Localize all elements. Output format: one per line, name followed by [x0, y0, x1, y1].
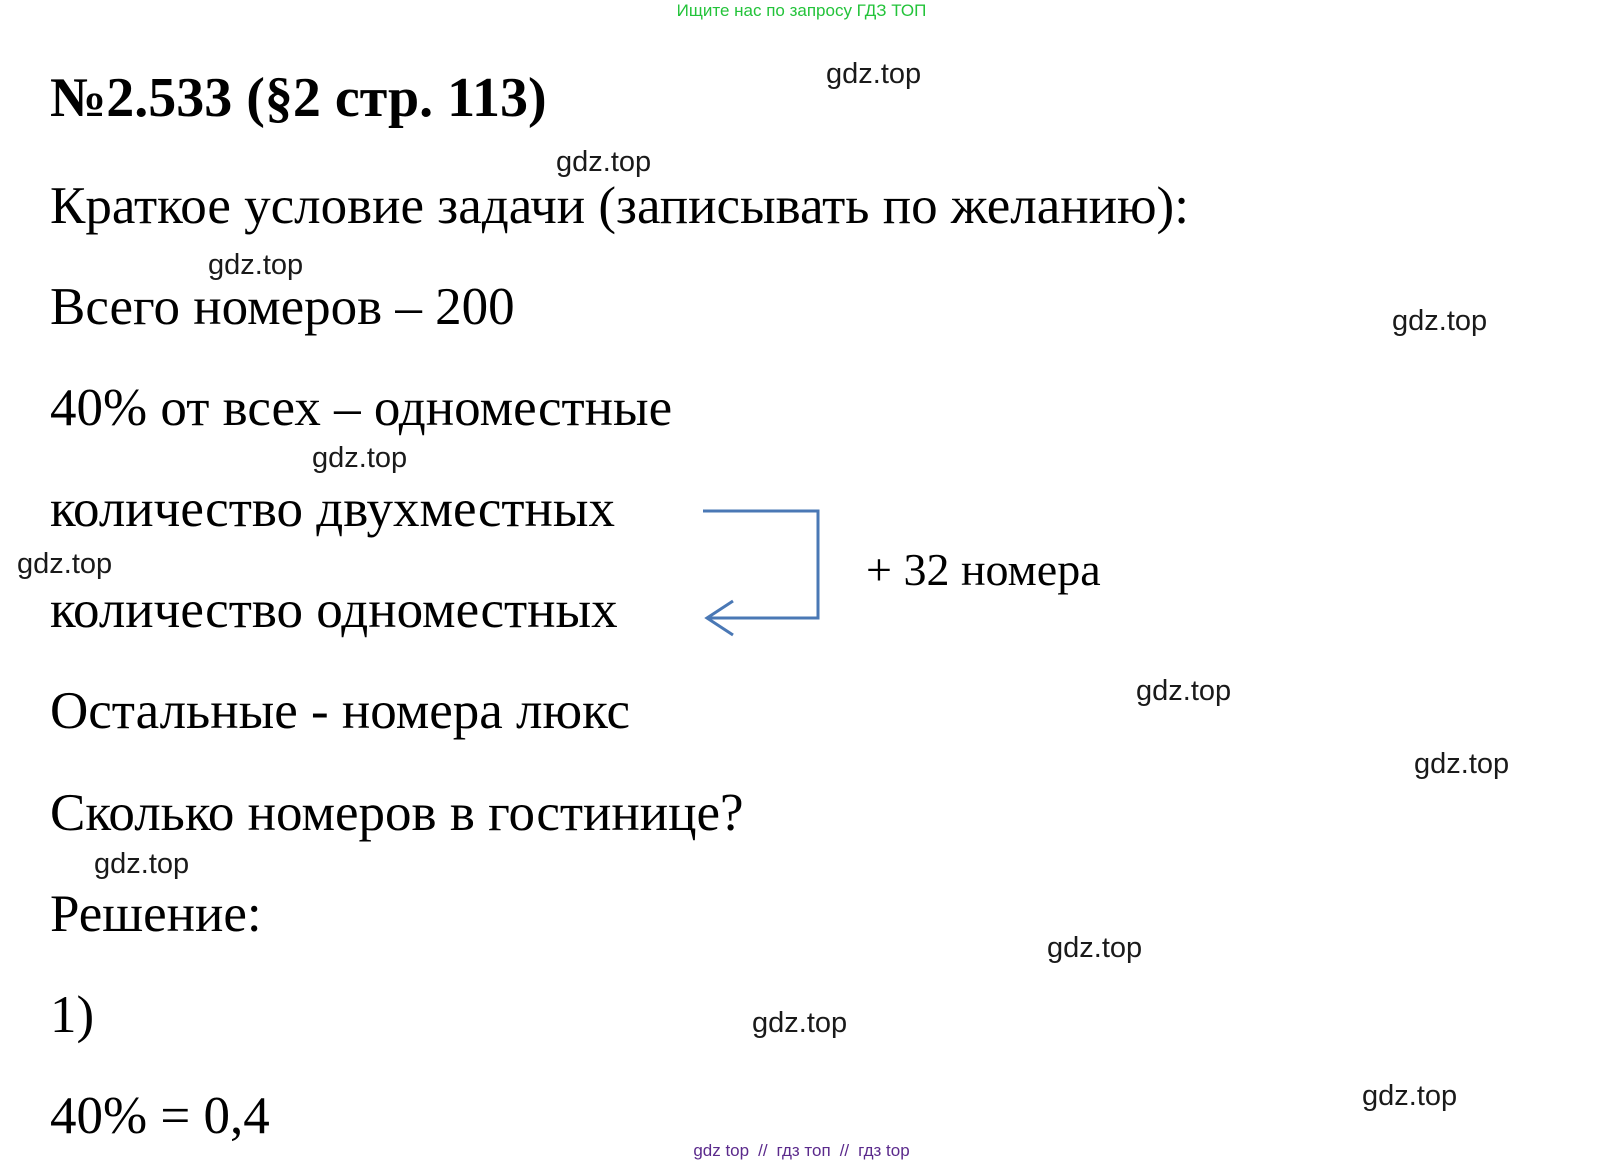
footer-separator: // [758, 1141, 768, 1160]
footer-separator: // [839, 1141, 850, 1160]
watermark-text: gdz.top [94, 848, 190, 880]
footer-link-gdz-top[interactable]: gdz top [693, 1141, 750, 1160]
top-banner: Ищите нас по запросу ГДЗ ТОП [676, 1, 927, 20]
watermark-text: gdz.top [1414, 748, 1510, 780]
watermark-text: gdz.top [17, 548, 113, 580]
problem-title: №2.533 (§2 стр. 113) [50, 67, 547, 129]
watermark-text: gdz.top [826, 58, 922, 90]
watermark-text: gdz.top [556, 146, 652, 178]
watermark-text: gdz.top [1362, 1080, 1458, 1112]
percent-conversion: 40% = 0,4 [50, 1087, 270, 1145]
question: Сколько номеров в гостинице? [50, 784, 744, 842]
footer-link-gdz-top-mixed[interactable]: гдз top [858, 1141, 910, 1160]
step-1-label: 1) [50, 986, 95, 1044]
watermark-text: gdz.top [208, 249, 304, 281]
watermark-text: gdz.top [312, 442, 408, 474]
watermark-text: gdz.top [1047, 932, 1143, 964]
condition-double-count: количество двухместных [50, 480, 615, 538]
condition-single-share: 40% от всех – одноместные [50, 379, 673, 437]
footer-links [0, 1141, 1603, 1161]
watermark-text: gdz.top [1136, 675, 1232, 707]
solution-heading: Решение: [50, 885, 262, 943]
watermark-text: gdz.top [1392, 305, 1488, 337]
condition-total-rooms: Всего номеров – 200 [50, 278, 515, 336]
condition-single-count: количество одноместных [50, 581, 618, 639]
watermark-text: gdz.top [752, 1007, 848, 1039]
relation-note: + 32 номера [866, 544, 1101, 595]
footer-link-gdz-top-ru[interactable]: гдз топ [776, 1141, 831, 1160]
condition-heading: Краткое условие задачи (записывать по желанию): [50, 177, 1189, 235]
condition-lux-rest: Остальные - номера люкс [50, 682, 631, 740]
